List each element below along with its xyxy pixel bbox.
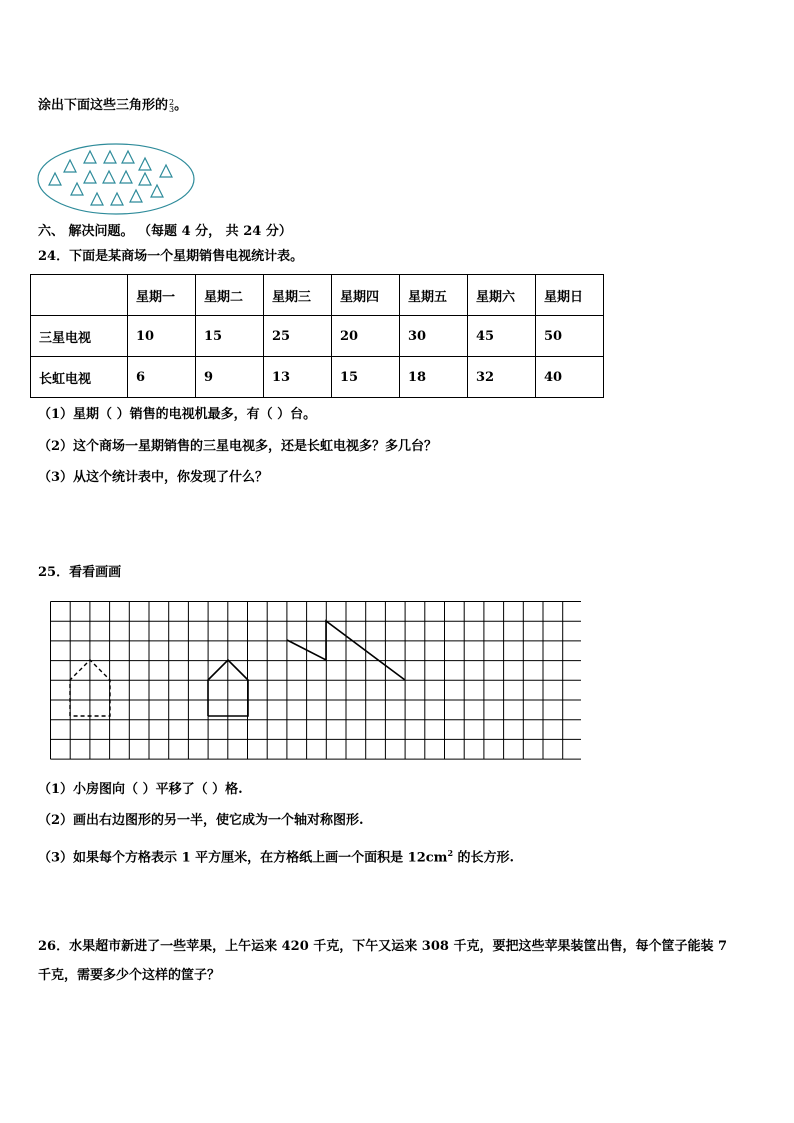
intro-line [38, 98, 187, 114]
superscript: 2 [447, 848, 454, 858]
triangle [139, 158, 151, 170]
table-header-cell: 星期三 [264, 275, 332, 316]
triangles-group [49, 151, 172, 205]
triangle [130, 190, 142, 202]
triangles-ellipse-figure [35, 140, 197, 218]
intro-end: 。 [174, 98, 188, 113]
fraction-denominator: 3 [169, 104, 175, 114]
row-label: 三星电视 [31, 316, 128, 357]
table-cell: 15 [332, 357, 400, 398]
table-cell: 18 [400, 357, 468, 398]
question-24-sub2: （2）这个商场一星期销售的三星电视多，还是长虹电视多？多几台？ [38, 439, 438, 454]
fraction-numerator: 2 [169, 97, 175, 107]
question-25-sub2: （2）画出右边图形的另一半，使它成为一个轴对称图形. [38, 813, 364, 828]
table-cell: 13 [264, 357, 332, 398]
question-24-title: 24．下面是某商场一个星期销售电视统计表。 [38, 249, 304, 264]
table-cell: 32 [468, 357, 536, 398]
triangle [64, 160, 76, 172]
question-25-title: 25．看看画画 [38, 565, 122, 580]
ellipse-outline [38, 144, 194, 214]
triangle [84, 151, 96, 163]
table-row [31, 357, 604, 398]
triangle [49, 173, 61, 185]
table-cell: 15 [196, 316, 264, 357]
table-cell: 30 [400, 316, 468, 357]
question-24-sub1: （1）星期（ ）销售的电视机最多，有（ ）台。 [38, 407, 317, 422]
section-heading: 六、 解决问题。 （每题 4 分， 共 24 分） [38, 224, 292, 239]
table-header-cell: 星期一 [128, 275, 196, 316]
triangle [111, 193, 123, 205]
triangle [120, 171, 132, 183]
triangle [103, 171, 115, 183]
question-24-sub3: （3）从这个统计表中，你发现了什么？ [38, 470, 269, 485]
question-26-line1: 26．水果超市新进了一些苹果，上午运来 420 千克，下午又运来 308 千克，要把这些苹果装筐出售，每个筐子能装 7 [38, 939, 728, 954]
triangle [160, 165, 172, 177]
triangle [71, 183, 83, 195]
triangle [91, 193, 103, 205]
question-25-sub1: （1）小房图向（ ）平移了（ ）格. [38, 782, 243, 797]
triangle [139, 173, 151, 185]
sub3-text-end: 的长方形. [453, 850, 515, 866]
triangle [151, 185, 163, 197]
table-header-cell: 星期日 [536, 275, 604, 316]
table-header-cell: 星期二 [196, 275, 264, 316]
sub3-text: （3）如果每个方格表示 1 平方厘米，在方格纸上画一个面积是 12cm [38, 850, 448, 866]
table-cell: 10 [128, 316, 196, 357]
triangle [104, 151, 116, 163]
table-header-cell [31, 275, 128, 316]
triangle [122, 151, 134, 163]
table-cell: 40 [536, 357, 604, 398]
tv-sales-table [30, 274, 604, 398]
intro-text: 涂出下面这些三角形的 [38, 98, 169, 113]
table-cell: 50 [536, 316, 604, 357]
table-row [31, 316, 604, 357]
table-header-cell: 星期五 [400, 275, 468, 316]
table-cell: 25 [264, 316, 332, 357]
triangle [84, 171, 96, 183]
question-26-line2: 千克，需要多少个这样的筐子？ [38, 968, 221, 983]
table-header-row [31, 275, 604, 316]
table-cell: 9 [196, 357, 264, 398]
table-cell: 6 [128, 357, 196, 398]
grid-paper-figure [50, 601, 581, 761]
question-25-sub3 [38, 845, 514, 866]
table-header-cell: 星期四 [332, 275, 400, 316]
table-header-cell: 星期六 [468, 275, 536, 316]
row-label: 长虹电视 [31, 357, 128, 398]
table-cell: 45 [468, 316, 536, 357]
table-cell: 20 [332, 316, 400, 357]
grid-lines [51, 602, 582, 760]
